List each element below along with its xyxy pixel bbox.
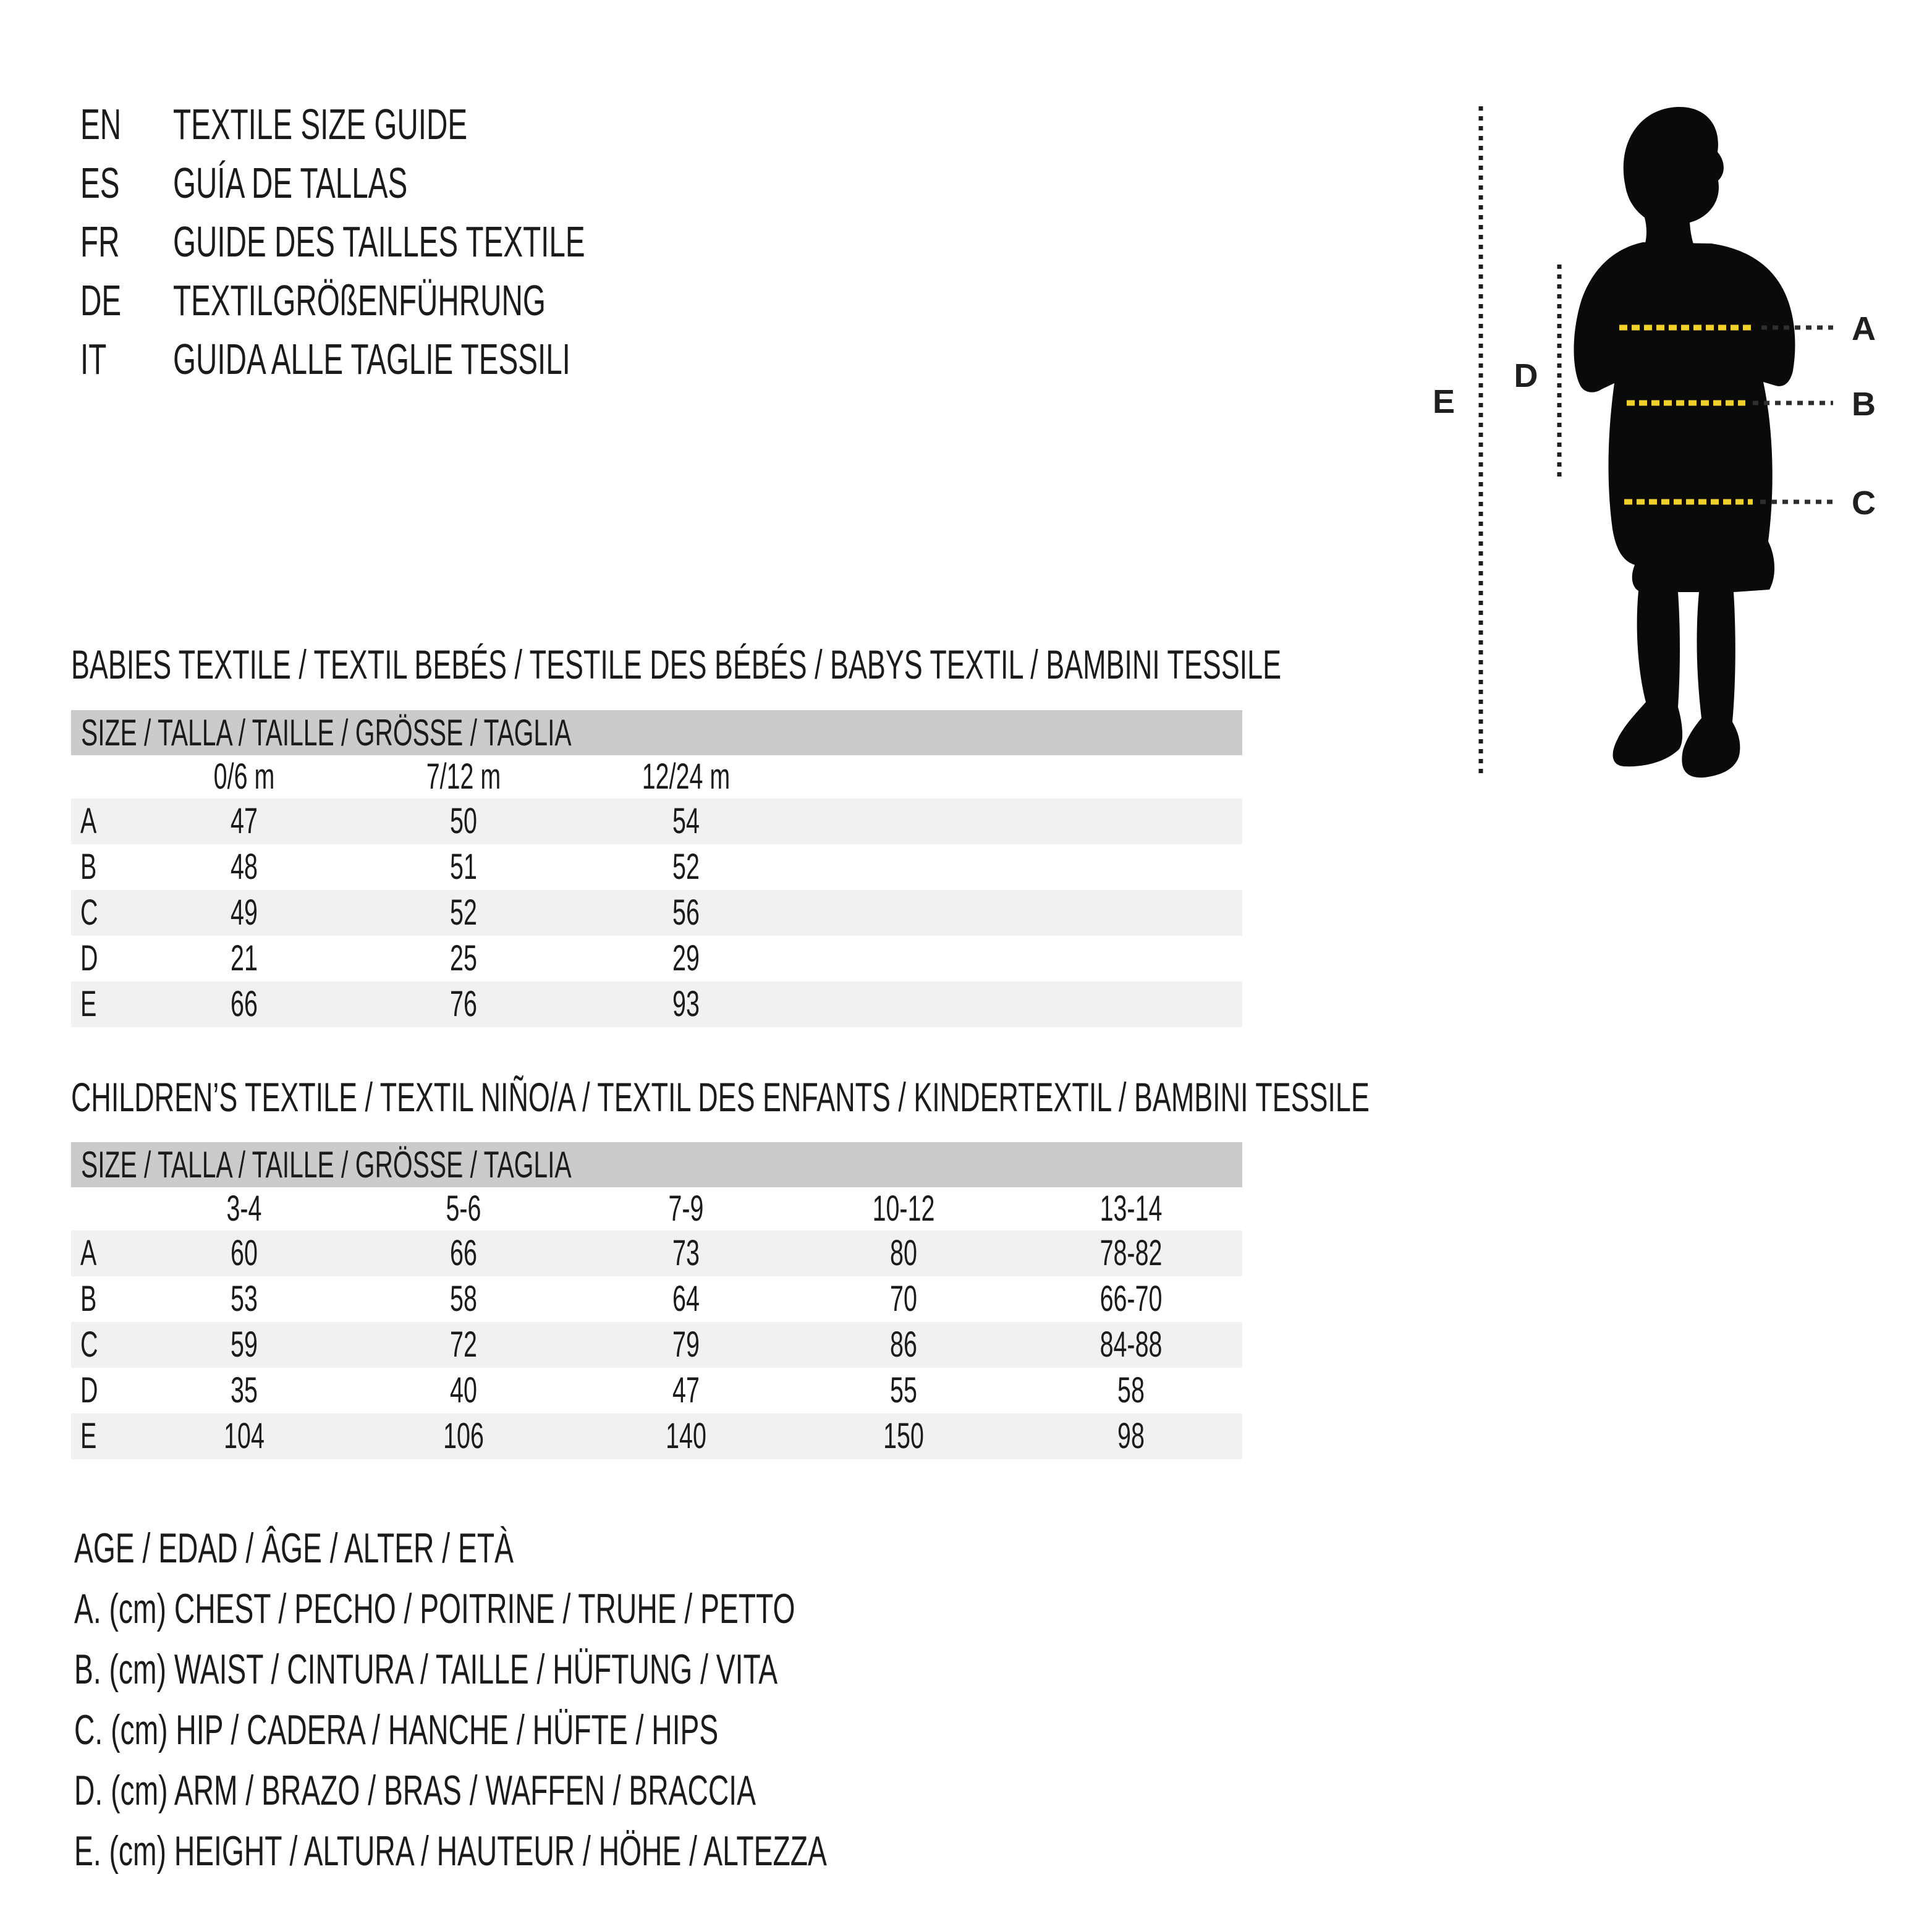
table-row [71,1231,1242,1276]
cell-value: 84-88 [1099,1324,1163,1365]
cell-value: 150 [883,1416,924,1456]
babies-size-table [71,710,1242,1027]
cell-value: 66-70 [1099,1279,1163,1319]
babies-section-title-text: BABIES TEXTILE / TEXTIL BEBÉS / TESTILE DES BÉBÉS / BABYS TEXTIL / BAMBINI TESSILE [71,642,1282,687]
babies-section-title [71,638,1850,690]
cell-value: 25 [450,938,477,978]
row-label: D [80,1370,98,1410]
label-e: E [1432,383,1455,420]
lang-row-es [80,154,779,213]
lang-title-en: TEXTILE SIZE GUIDE [173,100,468,148]
cell-value: 55 [890,1370,917,1410]
row-label: C [80,1324,98,1365]
cell-value: 98 [1117,1416,1145,1456]
measurement-legend [74,1518,1181,1881]
lang-code-de: DE [80,276,122,324]
cell-value: 106 [443,1416,484,1456]
cell-value: 29 [672,938,700,978]
cell-value: 73 [672,1233,700,1273]
cell-value: 35 [231,1370,258,1410]
children-section-title-text: CHILDREN’S TEXTILE / TEXTIL NIÑO/A / TEXTIL DES ENFANTS / KINDERTEXTIL / BAMBINI TESSILE [71,1074,1370,1120]
cell-value: 60 [231,1233,258,1273]
lang-code-en: EN [80,100,122,148]
table-row [71,936,1242,981]
lang-row-de [80,271,779,330]
children-col-7-9: 7-9 [668,1188,704,1229]
lang-title-es: GUÍA DE TALLAS [173,159,408,207]
legend-height: E. (cm) HEIGHT / ALTURA / HAUTEUR / HÖHE / ALTEZZA [74,1828,827,1875]
row-label: A [80,1233,97,1273]
cell-value: 50 [450,801,477,841]
children-col-3-4: 3-4 [226,1188,262,1229]
legend-age: AGE / EDAD / ÂGE / ALTER / ETÀ [74,1525,514,1572]
label-b: B [1852,386,1876,423]
table-row [71,1276,1242,1322]
legend-chest: A. (cm) CHEST / PECHO / POITRINE / TRUHE / PETTO [74,1585,795,1632]
babies-col-0-6m: 0/6 m [213,756,275,797]
lang-row-en [80,95,779,154]
cell-value: 47 [672,1370,700,1410]
table-row [71,890,1242,936]
cell-value: 21 [231,938,258,978]
cell-value: 66 [231,984,258,1024]
table-row [71,844,1242,890]
silhouette-head [1624,107,1724,246]
cell-value: 52 [672,847,700,887]
cell-value: 140 [666,1416,706,1456]
cell-value: 72 [450,1324,477,1365]
row-label: D [80,938,98,978]
row-label: A [80,801,97,841]
cell-value: 70 [890,1279,917,1319]
cell-value: 54 [672,801,700,841]
cell-value: 49 [231,892,258,933]
cell-value: 53 [231,1279,258,1319]
babies-col-7-12m: 7/12 m [426,756,501,797]
lang-title-de: TEXTILGRÖßENFÜHRUNG [173,276,546,324]
children-size-header-text: SIZE / TALLA / TAILLE / GRÖSSE / TAGLIA [81,1144,572,1185]
lang-code-es: ES [80,159,120,207]
cell-value: 93 [672,984,700,1024]
cell-value: 104 [224,1416,265,1456]
label-a: A [1852,310,1876,347]
lang-title-it: GUIDA ALLE TAGLIE TESSILI [173,335,570,383]
cell-value: 78-82 [1099,1233,1163,1273]
silhouette-body [1574,242,1795,777]
cell-value: 58 [450,1279,477,1319]
cell-value: 79 [672,1324,700,1365]
table-row [71,1322,1242,1368]
row-label: C [80,892,98,933]
table-row [71,1413,1242,1459]
row-label: E [80,984,97,1024]
legend-hip: C. (cm) HIP / CADERA / HANCHE / HÜFTE / HIPS [74,1706,719,1753]
children-section-title [71,1071,1932,1123]
label-c: C [1852,485,1876,522]
legend-arm: D. (cm) ARM / BRAZO / BRAS / WAFFEN / BRACCIA [74,1767,756,1814]
row-label: E [80,1416,97,1456]
lang-row-it [80,330,779,389]
lang-code-it: IT [80,335,107,383]
row-label: B [80,847,97,887]
table-row [71,1368,1242,1413]
label-d: D [1514,357,1538,394]
table-row [71,981,1242,1027]
cell-value: 47 [231,801,258,841]
cell-value: 64 [672,1279,700,1319]
language-title-list [80,95,779,389]
children-column-header-row [71,1187,1242,1231]
cell-value: 48 [231,847,258,887]
cell-value: 51 [450,847,477,887]
cell-value: 52 [450,892,477,933]
lang-row-fr [80,213,779,271]
cell-value: 59 [231,1324,258,1365]
lang-code-fr: FR [80,218,120,266]
babies-column-header-row [71,755,1242,799]
cell-value: 66 [450,1233,477,1273]
table-row [71,799,1242,844]
children-col-13-14: 13-14 [1099,1188,1163,1229]
children-col-10-12: 10-12 [872,1188,935,1229]
babies-col-12-24m: 12/24 m [642,756,731,797]
children-size-header-bar [71,1142,1242,1187]
legend-waist: B. (cm) WAIST / CINTURA / TAILLE / HÜFTUNG / VITA [74,1646,778,1693]
babies-size-header-text: SIZE / TALLA / TAILLE / GRÖSSE / TAGLIA [81,712,572,753]
cell-value: 56 [672,892,700,933]
children-col-5-6: 5-6 [446,1188,481,1229]
cell-value: 76 [450,984,477,1024]
cell-value: 58 [1117,1370,1145,1410]
cell-value: 40 [450,1370,477,1410]
row-label: B [80,1279,97,1319]
lang-title-fr: GUIDE DES TAILLES TEXTILE [173,218,585,266]
cell-value: 80 [890,1233,917,1273]
babies-size-header-bar [71,710,1242,755]
children-size-table [71,1142,1242,1459]
cell-value: 86 [890,1324,917,1365]
